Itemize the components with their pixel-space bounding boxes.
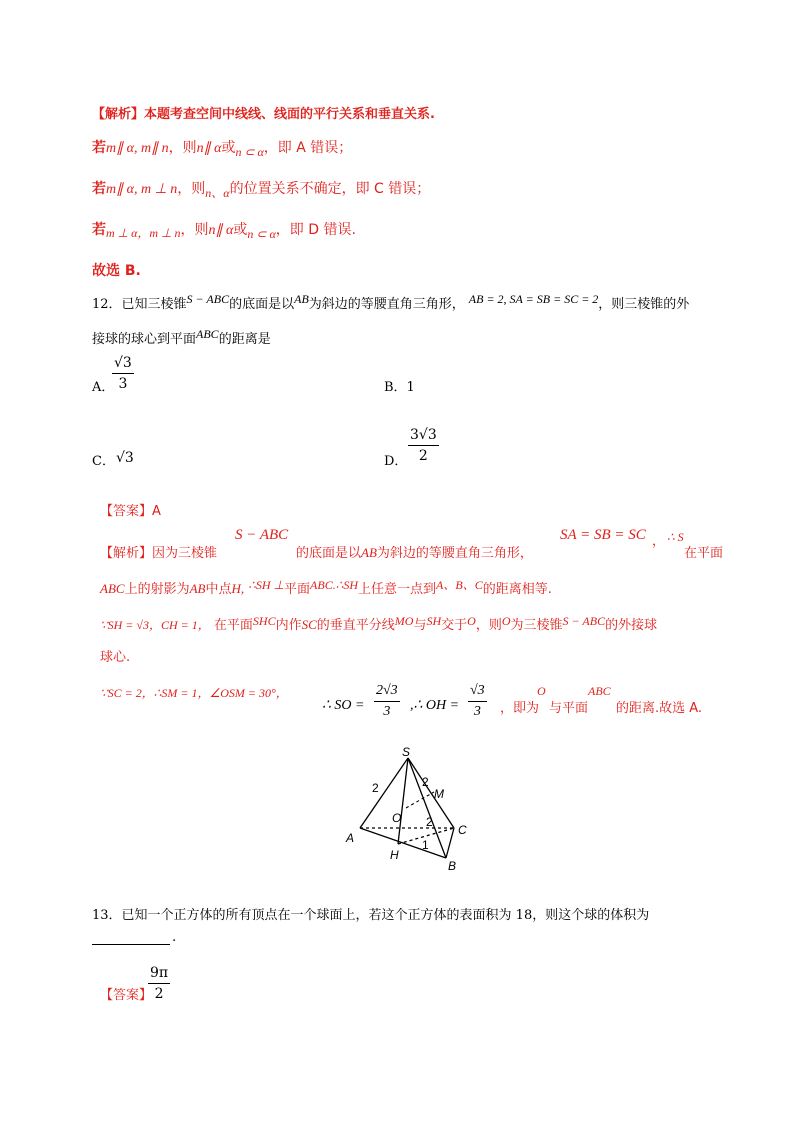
label-A: A [346,831,355,845]
length-OM: 2 [426,815,433,829]
q12-solution-line-5: ∵SC = 2，∴SM = 1，∠OSM = 30°， [100,686,288,700]
label-C: C [458,823,467,837]
analysis-line-1: 【解析】本题考查空间中线线、线面的平行关系和垂直关系. [92,107,435,122]
label-S: S [402,745,411,759]
label-O: O [392,811,402,825]
q12-solution-line-3: ∵SH = √3，CH = 1， 在平面SHC内作SC的垂直平分线MO与SH交于O，则O为三棱锥S − ABC的外接球 [100,614,658,633]
q13-answer-label: 【答案】 [100,988,153,1003]
edge-OM [406,792,434,808]
q12-answer: 【答案】A [100,504,161,519]
length-HB: 1 [422,838,429,852]
q12-stem-line-2: 接球的球心到平面ABC的距离是 [92,327,271,347]
q13-stem-line-1: 13．已知一个正方体的所有顶点在一个球面上，若这个正方体的表面积为 18，则这个球的体积为 [92,908,650,923]
q13-answer-blank [92,944,170,945]
edge-AB [360,828,446,858]
q12-solution-line-1: 【解析】因为三棱锥 [100,546,218,561]
length-SM: 2 [422,775,429,789]
label-M: M [434,787,444,801]
q12-solution-line-2: ABC上的射影为AB中点H, ∴SH ⊥平面ABC.∴SH上任意一点到A、B、C的距离相等. [100,578,552,597]
label-B: B [448,859,457,873]
length-SA: 2 [372,781,379,795]
q12-option-b: B．1 [384,380,415,395]
q12-solution-line-4: 球心. [100,650,131,665]
analysis-line-4: 若m ⊥ α，m ⊥ n，则n∥ α或n ⊂ α，即 D 错误. [92,222,356,241]
analysis-line-3: 若m∥ α, m ⊥ n，则n、α的位置关系不确定，即 C 错误； [92,181,431,200]
q12-stem-line-1: 12．已知三棱锥S − ABC的底面是以AB为斜边的等腰直角三角形， AB = 2, SA = SB = SC = 2，则三棱锥的外 [92,292,690,312]
edge-BC [446,828,454,858]
analysis-line-2: 若m∥ α, m∥ n，则n∥ α或n ⊂ α，即 A 错误； [92,140,353,159]
label-H: H [390,848,399,862]
analysis-line-5: 故选 B. [92,263,141,279]
q13-answer-value: 9π 2 [150,965,169,1002]
tetrahedron-figure [342,746,482,876]
